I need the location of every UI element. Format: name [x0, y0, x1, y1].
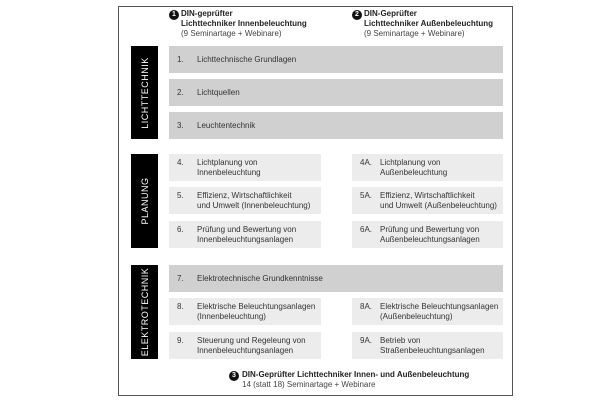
footer-combined: [242, 370, 469, 390]
section-label-elektrotechnik: ELEKTROTECHNIK: [131, 265, 158, 359]
list-item: 4. Lichtplanung von Innenbeleuchtung: [169, 154, 321, 181]
section-label-lichttechnik: LICHTTECHNIK: [131, 46, 158, 139]
header-innen-title-2: Lichttechniker Innenbeleuchtung: [181, 19, 307, 28]
number-badge-2: 2: [352, 10, 362, 20]
number-badge-3: 3: [229, 371, 239, 381]
list-item: 8. Elektrische Beleuchtungsanlagen (Innenbeleuchtung): [169, 298, 321, 325]
header-innen-sub: (9 Seminartage + Webinare): [181, 29, 282, 38]
footer-title: DIN-Geprüfter Lichttechniker Innen- und Außenbeleuchtung: [242, 370, 470, 379]
header-aussen-title-1: DIN-Geprüfter: [364, 9, 417, 18]
list-item: 2. Lichtquellen: [169, 79, 503, 106]
number-badge-1: 1: [169, 10, 179, 20]
list-item: 5A. Effizienz, Wirtschaftlichkeit und Umwelt (Außenbeleuchtung): [352, 187, 503, 214]
list-item: 8A. Elektrische Beleuchtungsanlagen (Außenbeleuchtung): [352, 298, 503, 325]
header-aussen-sub: (9 Seminartage + Webinare): [364, 29, 465, 38]
header-innen-title-1: DIN-geprüfter: [181, 9, 233, 18]
list-item: 1. Lichttechnische Grundlagen: [169, 46, 503, 73]
header-aussen-title-2: Lichttechniker Außenbeleuchtung: [364, 19, 494, 28]
header-innen: [181, 9, 307, 39]
footer-sub: 14 (statt 18) Seminartage + Webinare: [242, 380, 376, 389]
list-item: 9. Steuerung und Regeleung von Innenbeleuchtungsanlagen: [169, 332, 321, 359]
list-item: 3. Leuchtentechnik: [169, 112, 503, 139]
header-aussen: [364, 9, 493, 39]
list-item: 9A. Betrieb von Straßenbeleuchtungsanlagen: [352, 332, 503, 359]
list-item: 6. Prüfung und Bewertung von Innenbeleuchtungsanlagen: [169, 221, 321, 248]
list-item: 4A. Lichtplanung von Außenbeleuchtung: [352, 154, 503, 181]
list-item: 6A. Prüfung und Bewertung von Außenbeleuchtungsanlagen: [352, 221, 503, 248]
list-item: 5. Effizienz, Wirtschaftlichkeit und Umwelt (Innenbeleuchtung): [169, 187, 321, 214]
section-label-planung: PLANUNG: [131, 154, 158, 248]
list-item: 7. Elektrotechnische Grundkenntnisse: [169, 265, 503, 292]
